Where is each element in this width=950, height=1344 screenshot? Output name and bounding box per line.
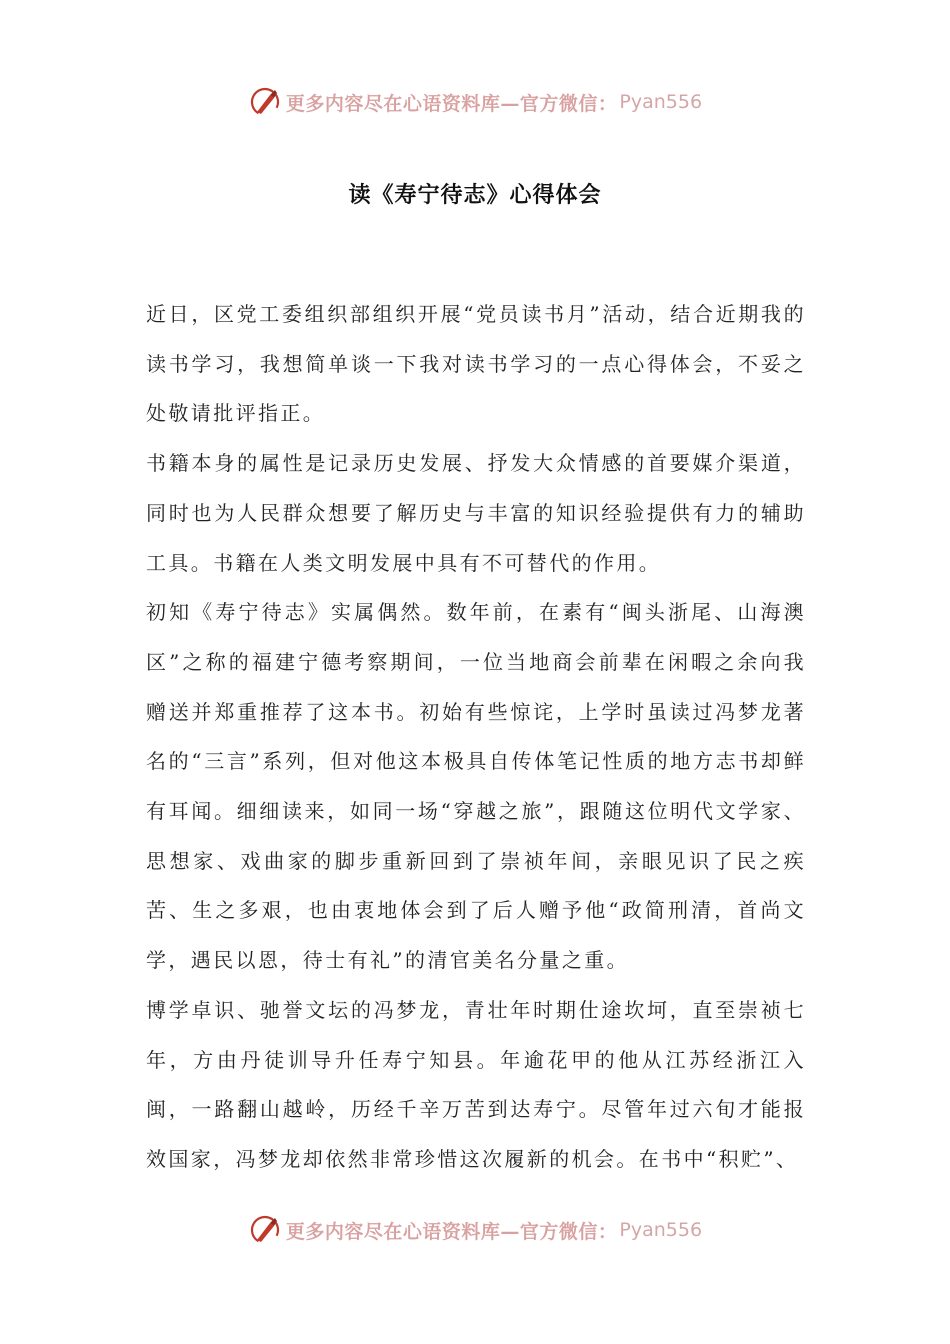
paragraph: 近日，区党工委组织部组织开展“党员读书月”活动，结合近期我的读书学习，我想简单谈一下我对读书学习的一点心得体会，不妥之处敬请批评指正。 xyxy=(146,302,806,426)
paragraph: 博学卓识、驰誉文坛的冯梦龙，青壮年时期仕途坎坷，直至崇祯七年，方由丹徒训导升任寿宁知县。年逾花甲的他从江苏经浙江入闽，一路翻山越岭，历经千辛万苦到达寿宁。尽管年过六旬才能报效国家，冯梦龙却依然非常珍惜这次履新的机会。在书中“积贮”、 xyxy=(146,997,806,1171)
document-title: 读《寿宁待志》心得体会 xyxy=(348,183,602,208)
header-watermark-banner xyxy=(0,82,950,122)
banner-wechat-id: Pyan556 xyxy=(619,91,703,113)
banner-text: 更多内容尽在心语资料库—官方微信： xyxy=(285,1220,618,1243)
pen-nib-logo-icon xyxy=(248,85,282,119)
pen-nib-logo-icon xyxy=(248,1213,282,1247)
document-body xyxy=(146,290,806,1185)
paragraph: 初知《寿宁待志》实属偶然。数年前，在素有“闽头浙尾、山海澳区”之称的福建宁德考察期间，一位当地商会前辈在闲暇之余向我赠送并郑重推荐了这本书。初始有些惊诧，上学时虽读过冯梦龙著名的“三言”系列，但对他这本极具自传体笔记性质的地方志书却鲜有耳闻。细细读来，如同一场“穿越之旅”，跟随这位明代文学家、思想家、戏曲家的脚步重新回到了崇祯年间，亲眼见识了民之疾苦、生之多艰，也由衷地体会到了后人赠予他“政简刑清，首尚文学，遇民以恩，待士有礼”的清官美名分量之重。 xyxy=(146,600,806,973)
footer-watermark-banner xyxy=(0,1210,950,1250)
banner-text: 更多内容尽在心语资料库—官方微信： xyxy=(285,92,618,115)
banner-wechat-id: Pyan556 xyxy=(619,1219,703,1241)
paragraph: 书籍本身的属性是记录历史发展、抒发大众情感的首要媒介渠道，同时也为人民群众想要了解历史与丰富的知识经验提供有力的辅助工具。书籍在人类文明发展中具有不可替代的作用。 xyxy=(146,451,806,575)
